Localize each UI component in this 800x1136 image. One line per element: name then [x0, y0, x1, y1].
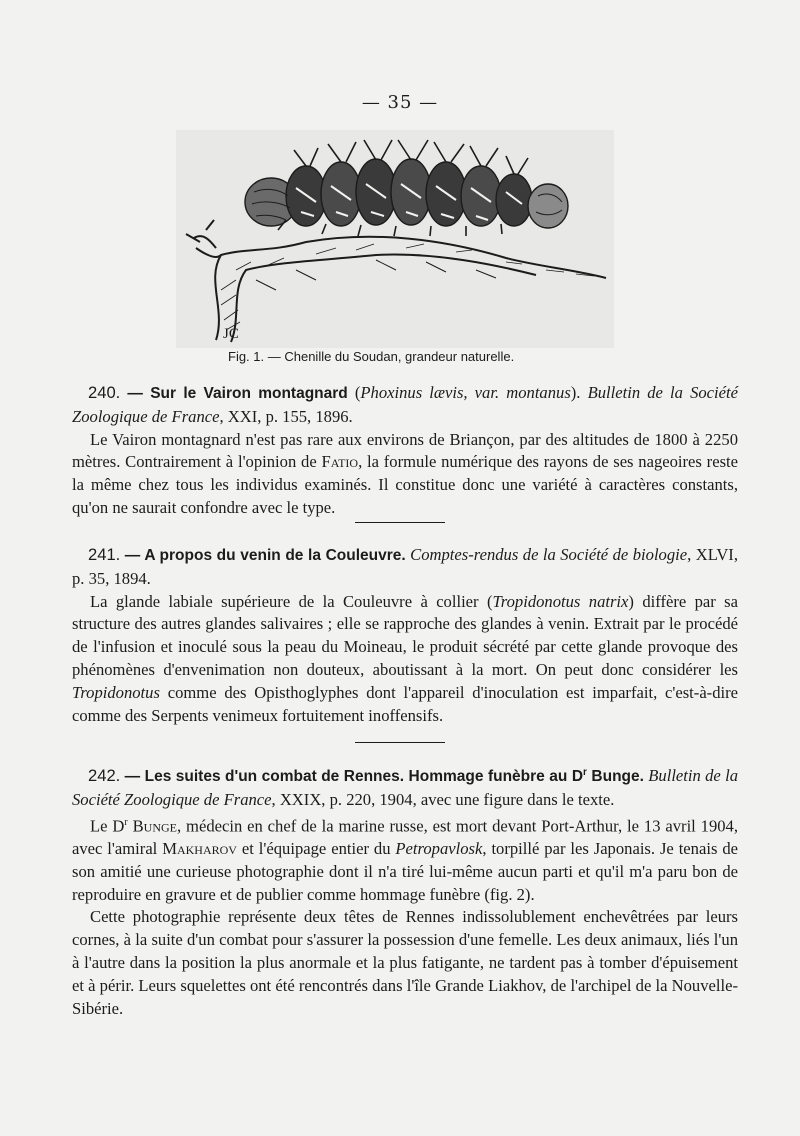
- article-241-body: La glande labiale supérieure de la Couleuvre à collier (Tropidonotus natrix) diffère par sa structure des autres glandes salivaires ; elle se rapproche des glandes à venin. Extrait par le procédé de l'infusion et inoculé sous la peau du Moineau, le produit sécrété par cette glande provoque des phénomènes d'envenimation non douteux, aboutissant à la mort. On peut donc considérer les Tropidonotus comme des Opisthoglyphes dont l'appareil d'inoculation est imparfait, c'est-à-dire comme des Serpents venimeux fortuitement inoffensifs.: [72, 591, 739, 725]
- journal-name: Comptes-rendus de la Société de biologie: [410, 545, 688, 564]
- article-241: [72, 544, 738, 727]
- section-divider: [355, 742, 445, 743]
- illustrator-monogram: JC: [223, 326, 239, 342]
- journal-name: Bulletin de la Société Zoologique de France: [72, 766, 739, 809]
- author-name: Fatio: [321, 452, 359, 472]
- section-divider: [355, 522, 445, 523]
- article-240-body: Le Vairon montagnard n'est pas rare aux environs de Briançon, par des altitudes de 1800 à 2250 mètres. Contrairement à l'opinion de Fatio, la formule numérique des rayons de ses nageoires reste la même chez tous les individus examinés. Il constitue donc une variété à caractères constants, qu'on ne saurait confondre avec le type.: [72, 429, 738, 517]
- article-240: [72, 382, 738, 520]
- species-name: Phoxinus lævis, var. montanus: [360, 383, 571, 402]
- figure-caption: Fig. 1. — Chenille du Soudan, grandeur naturelle.: [228, 349, 515, 364]
- article-242: [72, 762, 738, 1020]
- article-242-paragraph-1: Le $D^r$ Bunge, médecin en chef de la marine russe, est mort devant Port-Arthur, le 13 avril 1904, avec l'amiral Makharov et l'équipage entier du Petropavlosk, torpillé par les Japonais. Je tenais de son amitié une curieuse photographie dont il n'a tiré lui-même aucun parti et qu'il m'a paru bon de reproduire en gravure et de publier comme hommage funèbre (fig. 2).: [72, 816, 739, 904]
- page-number: — 35 —: [361, 92, 439, 113]
- caterpillar-illustration: [176, 130, 614, 348]
- journal-name: Bulletin de la Société Zoologique de France: [72, 383, 738, 426]
- article-242-paragraph-2: Cette photographie représente deux têtes de Rennes indissolublement enchevêtrées par leurs cornes, à la suite d'un combat pour s'assurer la possession d'une femelle. Les deux animaux, liés l'un à l'autre dans la position la plus anormale et la plus fatigante, ne tardent pas à tomber d'épuisement et à périr. Leurs squelettes ont été rencontrés dans l'île Grande Liakhov, de l'archipel de la Nouvelle-Sibérie.: [72, 907, 738, 1018]
- article-240-heading: 240. — Sur le Vairon montagnard (Phoxinus lævis, var. montanus). Bulletin de la Société Zoologique de France, XXI, p. 155, 1896.: [72, 383, 738, 426]
- article-241-heading: 241. — A propos du venin de la Couleuvre. Comptes-rendus de la Société de biologie, XLVI, p. 35, 1894.: [72, 545, 738, 588]
- plate-background: [176, 130, 614, 348]
- article-242-heading: 242. — Les suites d'un combat de Rennes. Hommage funèbre au $D^r$ Bunge. Bulletin de la Société Zoologique de France, XXIX, p. 220, 1904, avec une figure dans le texte.: [72, 766, 739, 809]
